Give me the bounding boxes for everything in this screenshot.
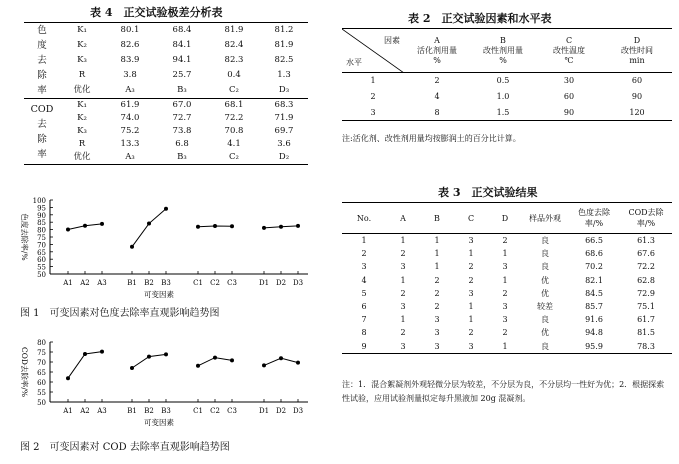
table3-cell: 68.6 — [585, 249, 603, 259]
table3-cell: 1 — [502, 275, 508, 285]
table3-cell: 5 — [361, 288, 367, 298]
figure1-caption: 图 1 可变因素对色度去除率直观影响趋势图 — [20, 308, 220, 319]
table3-cell: 66.5 — [585, 236, 603, 245]
x-tick-label: C1 — [193, 279, 203, 287]
table3-cell: 2 — [361, 249, 367, 259]
table3-cell: 3 — [468, 236, 474, 245]
y-axis-label: COD去除率/% — [20, 346, 29, 398]
table3-cell: 2 — [468, 275, 474, 285]
x-tick-label: D3 — [292, 407, 304, 415]
table2-cell: 90 — [563, 107, 575, 117]
table4-cell: 94.1 — [172, 54, 192, 65]
table3-cell: 良 — [541, 249, 549, 259]
table3-cell: 3 — [434, 328, 440, 338]
y-tick-label: 95 — [37, 204, 46, 213]
x-tick-label: C3 — [227, 279, 237, 287]
table3-cell: 良 — [541, 341, 549, 351]
table3-row — [342, 340, 672, 354]
x-tick-label: C2 — [210, 407, 220, 415]
table2-cell: 4 — [434, 92, 440, 101]
y-tick-label: 50 — [37, 399, 46, 407]
group-label-char: 去 — [37, 118, 47, 130]
table2-header-b: B 改性剂用量 % — [483, 36, 523, 65]
table3-row — [342, 313, 672, 326]
table3-cell: 1 — [502, 249, 508, 259]
table4-cell: 68.3 — [274, 100, 294, 110]
series-line-B — [132, 209, 166, 247]
table3-cell: 良 — [541, 315, 549, 325]
table3-cell: 1 — [468, 315, 474, 325]
y-tick-label: 80 — [37, 339, 46, 347]
table2-corner — [342, 29, 404, 73]
table2-row — [342, 73, 672, 89]
table2-cell: 8 — [434, 107, 440, 117]
table3-cell: 2 — [434, 275, 440, 285]
table4-cell: 67.0 — [172, 100, 192, 110]
data-point — [279, 356, 283, 360]
table2-cell: 120 — [629, 107, 645, 117]
data-point — [230, 358, 234, 362]
data-point — [100, 222, 104, 226]
data-point — [147, 355, 151, 359]
x-tick-label: A3 — [97, 407, 107, 415]
x-tick-label: B1 — [127, 279, 137, 287]
table3-header-a: A — [400, 213, 406, 223]
y-tick-label: 80 — [37, 226, 46, 235]
table3-cell: 84.5 — [585, 288, 603, 298]
table4-row-label: K₃ — [77, 126, 87, 136]
group-label-char: COD — [30, 103, 54, 115]
table3-cell: 72.9 — [637, 288, 655, 298]
table3-cell: 1 — [434, 236, 440, 245]
table3-cell: 2 — [502, 328, 508, 338]
table3-cell: 2 — [502, 288, 508, 298]
y-tick-label: 65 — [37, 248, 46, 257]
data-point — [164, 207, 168, 211]
table2-note: 注:活化剂、改性剂用量均按膨润土的百分比计算。 — [342, 134, 521, 143]
data-point — [130, 245, 134, 249]
table4-cell: 68.1 — [224, 100, 244, 110]
table4-row — [24, 83, 308, 99]
table4-cell: 70.8 — [224, 126, 244, 136]
table4-group-label — [24, 23, 60, 99]
table4-cell: 1.3 — [277, 69, 291, 80]
data-point — [83, 224, 87, 228]
table4-row-label: K₂ — [77, 40, 87, 51]
x-axis-label: 可变因素 — [144, 290, 174, 299]
figure2-chart — [8, 332, 318, 432]
table4-cell: 83.9 — [120, 54, 140, 65]
data-point — [213, 224, 217, 228]
table2-cell: 60 — [631, 76, 643, 86]
y-tick-label: 90 — [37, 211, 46, 220]
data-point — [230, 224, 234, 228]
data-point — [213, 356, 217, 360]
data-point — [130, 366, 134, 370]
x-tick-label: B1 — [127, 407, 137, 415]
table3-header-cod-removal: COD去除率/% — [628, 208, 664, 228]
table4-row-label: R — [78, 139, 86, 149]
table3-cell: 3 — [502, 262, 508, 272]
table4-cell: 71.9 — [274, 113, 294, 123]
table4-cell: 84.1 — [172, 40, 192, 51]
x-tick-label: A3 — [97, 279, 107, 287]
table3-cell: 3 — [502, 302, 508, 312]
x-tick-label: A2 — [80, 407, 90, 415]
data-point — [296, 361, 300, 365]
table3-cell: 61.3 — [637, 236, 655, 245]
table4-cell: 13.3 — [120, 139, 140, 149]
table3-cell: 78.3 — [637, 341, 655, 351]
x-tick-label: A2 — [80, 279, 90, 287]
table4-row — [24, 125, 308, 138]
table3-cell: 1 — [400, 236, 406, 245]
table3-cell: 2 — [434, 302, 440, 312]
table3-header-d: D — [501, 213, 509, 223]
table3-cell: 3 — [468, 288, 474, 298]
y-tick-label: 75 — [37, 349, 46, 357]
table3-title: 表 3 正交试验结果 — [438, 186, 538, 199]
x-tick-label: D2 — [275, 279, 287, 287]
figure1-chart — [8, 186, 318, 302]
table4-row — [24, 68, 308, 83]
group-label-char: 率 — [37, 85, 47, 96]
table3-cell: 67.6 — [637, 249, 655, 259]
table3-row — [342, 287, 672, 300]
table4-row-label: K₂ — [77, 113, 87, 123]
table3-cell: 72.2 — [637, 262, 655, 272]
table2-row — [342, 89, 672, 105]
table4-row — [24, 99, 308, 113]
table4-cell: 72.7 — [172, 113, 192, 123]
table4-cell: 4.1 — [227, 139, 241, 149]
table3-cell: 优 — [541, 288, 549, 298]
table4-row-label: 优化 — [73, 152, 91, 162]
table3-cell: 75.1 — [637, 302, 655, 312]
x-tick-label: A1 — [63, 279, 73, 287]
table3-cell: 3 — [468, 341, 474, 351]
table3-cell: 82.1 — [585, 275, 603, 285]
group-label-char: 除 — [37, 70, 47, 81]
table4-cell: 75.2 — [120, 126, 140, 136]
table3-header-no: No. — [356, 213, 372, 223]
table3-cell: 较差 — [537, 302, 553, 312]
table4-row — [24, 38, 308, 53]
table4-row — [24, 112, 308, 125]
table2-cell: 3 — [370, 107, 376, 117]
table4-cell: 82.6 — [120, 40, 140, 51]
table3-cell: 70.2 — [585, 262, 603, 272]
table2-cell: 1.5 — [496, 107, 510, 117]
table4-cell: 72.2 — [224, 113, 244, 123]
table3-cell: 1 — [361, 236, 367, 245]
y-tick-label: 75 — [37, 234, 46, 242]
table3-cell: 优 — [541, 275, 549, 285]
group-label-char: 色 — [37, 25, 47, 36]
table4-cell: A₃ — [125, 84, 135, 95]
table3-cell: 良 — [541, 262, 549, 272]
data-point — [164, 352, 168, 356]
table2-header-d: D 改性时间 min — [621, 36, 653, 65]
table3-header-color-removal: 色度去除率/% — [578, 208, 610, 228]
table3-cell: 95.9 — [585, 341, 603, 351]
table4-row-label: K₃ — [77, 54, 87, 65]
table3-cell: 3 — [434, 341, 440, 351]
figure2-caption: 图 2 可变因素对 COD 去除率直观影响趋势图 — [20, 442, 230, 453]
table4-row — [24, 138, 308, 151]
table2-cell: 90 — [631, 92, 643, 101]
table3-cell: 7 — [361, 315, 367, 325]
table4-row-label: K₁ — [77, 25, 87, 36]
table2-title: 表 2 正交试验因素和水平表 — [408, 12, 552, 25]
table4-cell: 81.9 — [274, 40, 294, 51]
data-point — [196, 364, 200, 368]
table3-cell: 1 — [468, 249, 474, 259]
table4-cell: 0.4 — [227, 69, 241, 80]
table2-row — [342, 105, 672, 121]
table3-cell: 3 — [361, 262, 367, 272]
x-axis-label: 可变因素 — [144, 418, 174, 427]
table3-cell: 62.8 — [637, 275, 655, 285]
data-point — [296, 224, 300, 228]
table2-corner-bottom: 水平 — [346, 58, 362, 67]
table3-cell: 61.7 — [637, 315, 655, 325]
table3-row — [342, 300, 672, 313]
table3-cell: 1 — [400, 275, 406, 285]
table3-cell: 3 — [400, 302, 406, 312]
y-tick-label: 55 — [37, 263, 46, 272]
table4-cell: 80.1 — [120, 25, 140, 36]
data-point — [262, 226, 266, 230]
x-tick-label: C1 — [193, 407, 203, 415]
table3-cell: 3 — [434, 315, 440, 325]
table4-cell: C₂ — [229, 152, 239, 162]
table4-cell: 74.0 — [120, 113, 140, 123]
table3-cell: 1 — [468, 302, 474, 312]
table3-cell: 优 — [541, 328, 549, 338]
table4-row-label: R — [78, 69, 86, 80]
table3-cell: 91.6 — [585, 315, 603, 325]
y-tick-label: 55 — [37, 389, 46, 397]
table3-note: 注：1．混合絮凝剂外观轻微分层为较差，不分层为良，不分层均一性好为优；2．根据探索性试验，应用试验剂量拟定每升黑液加 20g 混凝剂。 — [342, 380, 665, 403]
table4-cell: D₂ — [278, 152, 290, 162]
y-tick-label: 50 — [37, 271, 46, 279]
x-tick-label: D2 — [275, 407, 287, 415]
table2-cell: 1.0 — [496, 92, 510, 101]
y-tick-label: 100 — [32, 197, 46, 205]
table4-cell: 81.9 — [224, 25, 244, 36]
table4-cell: 3.8 — [123, 69, 137, 80]
table2-cell: 0.5 — [496, 76, 510, 86]
table3-cell: 良 — [541, 236, 549, 245]
x-tick-label: C3 — [227, 407, 237, 415]
table3-cell: 1 — [400, 315, 406, 325]
table3-row — [342, 326, 672, 339]
x-tick-label: C2 — [210, 279, 220, 287]
table3-cell: 6 — [361, 302, 367, 312]
table2-cell: 30 — [563, 76, 575, 86]
table3-cell: 3 — [502, 315, 508, 325]
table4-cell: 6.8 — [175, 139, 189, 149]
table4-row-label: 优化 — [73, 84, 91, 95]
table3-cell: 2 — [502, 236, 508, 245]
table4-cell: 3.6 — [277, 139, 291, 149]
group-label-char: 除 — [37, 133, 47, 145]
y-axis-label: 色度去除率/% — [20, 213, 29, 261]
table4-cell: 81.2 — [274, 25, 294, 36]
table3-cell: 3 — [400, 341, 406, 351]
table2-header-a: A 活化剂用量 % — [417, 36, 457, 65]
x-tick-label: B2 — [144, 279, 154, 287]
table3-cell: 2 — [400, 249, 406, 259]
table3-cell: 94.8 — [585, 328, 603, 338]
data-point — [83, 352, 87, 356]
x-tick-label: B3 — [161, 279, 171, 287]
table3-cell: 8 — [361, 328, 367, 338]
x-tick-label: D1 — [258, 279, 270, 287]
x-tick-label: B3 — [161, 407, 171, 415]
table3-row — [342, 234, 672, 248]
table3-header-appearance: 样品外观 — [529, 213, 561, 223]
y-tick-label: 70 — [37, 241, 46, 250]
y-tick-label: 85 — [37, 219, 46, 228]
data-point — [100, 350, 104, 354]
table3-cell: 4 — [361, 275, 367, 285]
table4-row-label: K₁ — [77, 100, 87, 110]
table4-cell: 73.8 — [172, 126, 192, 136]
table3-cell: 2 — [468, 328, 474, 338]
table2-cell: 2 — [434, 76, 440, 86]
data-point — [66, 227, 70, 231]
table3-cell: 2 — [434, 288, 440, 298]
x-tick-label: D1 — [258, 407, 270, 415]
y-tick-label: 70 — [37, 359, 46, 367]
data-point — [147, 222, 151, 226]
group-label-char: 去 — [37, 55, 47, 66]
table4-cell: 82.5 — [274, 54, 294, 65]
y-tick-label: 65 — [37, 369, 46, 377]
data-point — [262, 363, 266, 367]
table3-row — [342, 247, 672, 260]
table3-header-b: B — [434, 213, 440, 223]
table3-cell: 1 — [434, 262, 440, 272]
table3 — [342, 202, 672, 354]
table2-cell: 60 — [563, 92, 575, 101]
table2-header-c: C 改性温度 ℃ — [553, 36, 585, 65]
data-point — [66, 376, 70, 380]
table4-group-label — [24, 99, 60, 165]
table4-cell: 82.4 — [224, 40, 244, 51]
table4-cell: 61.9 — [120, 100, 140, 110]
y-tick-label: 60 — [37, 379, 46, 387]
table4-cell: C₂ — [229, 84, 239, 95]
data-point — [196, 225, 200, 229]
table3-header-c: C — [467, 213, 475, 223]
table3-cell: 1 — [502, 341, 508, 351]
data-point — [279, 225, 283, 229]
table3-cell: 9 — [361, 341, 367, 351]
table4-cell: A₃ — [125, 152, 135, 162]
table3-cell: 1 — [434, 249, 440, 259]
table4-row — [24, 151, 308, 165]
table3-cell: 81.5 — [637, 328, 655, 338]
table4-cell: D₃ — [278, 84, 290, 95]
table4-cell: B₃ — [177, 152, 187, 162]
table2 — [342, 28, 672, 121]
x-tick-label: A1 — [63, 407, 73, 415]
table4-cell: 82.3 — [224, 54, 244, 65]
table2-corner-top: 因素 — [384, 36, 400, 45]
table4-row — [24, 23, 308, 39]
x-tick-label: B2 — [144, 407, 154, 415]
table3-cell: 2 — [400, 328, 406, 338]
y-tick-label: 60 — [37, 256, 46, 265]
table4-cell: B₃ — [177, 84, 187, 95]
table3-cell: 3 — [400, 262, 406, 272]
table3-row — [342, 260, 672, 273]
table3-cell: 2 — [468, 262, 474, 272]
table3-row — [342, 274, 672, 287]
table4-cell: 68.4 — [172, 25, 192, 36]
table2-cell: 1 — [370, 76, 376, 86]
group-label-char: 度 — [37, 40, 47, 51]
table4-row — [24, 53, 308, 68]
group-label-char: 率 — [37, 148, 47, 160]
table4 — [24, 22, 308, 165]
table4-cell: 69.7 — [274, 126, 294, 136]
table3-cell: 2 — [400, 288, 406, 298]
table3-cell: 85.7 — [585, 302, 603, 312]
table2-cell: 2 — [370, 92, 376, 101]
table4-title: 表 4 正交试验极差分析表 — [90, 6, 223, 19]
table4-cell: 25.7 — [172, 69, 192, 80]
x-tick-label: D3 — [292, 279, 304, 287]
